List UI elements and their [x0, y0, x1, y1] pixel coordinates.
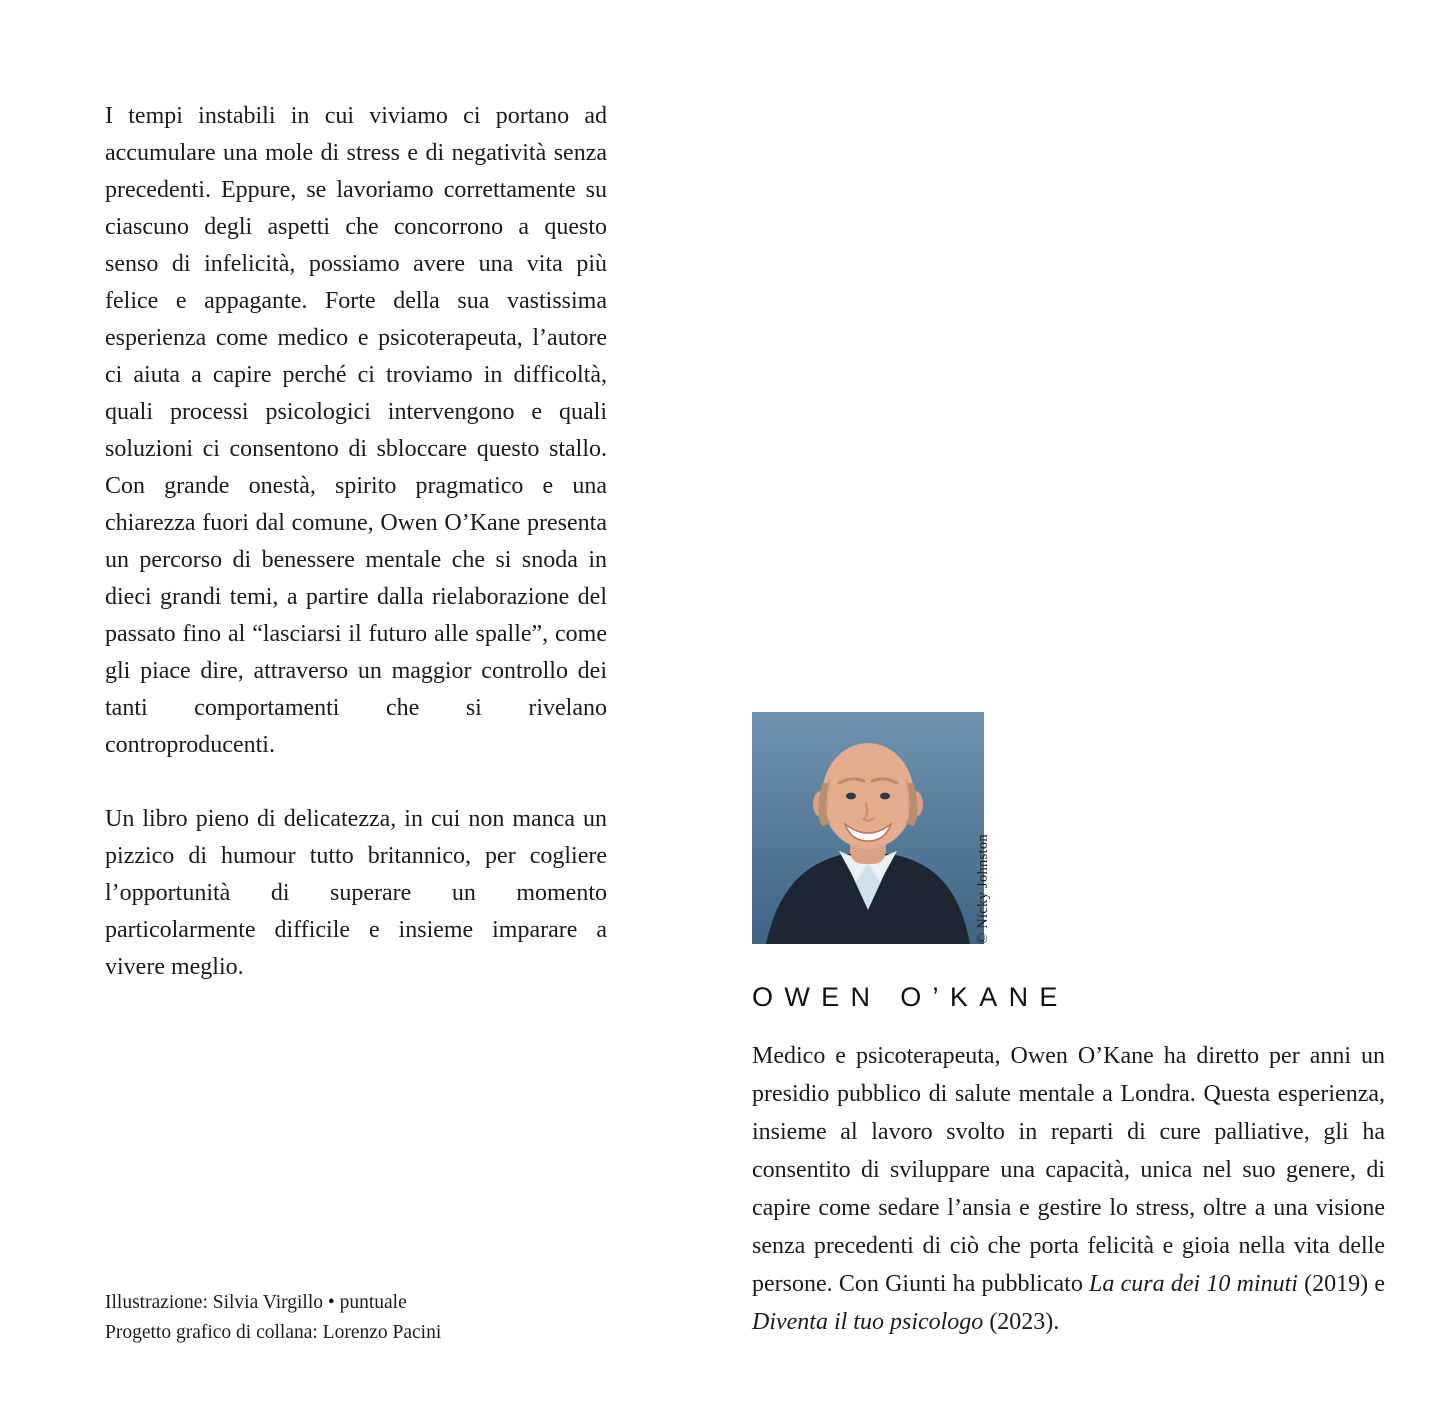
author-bio [752, 1037, 1385, 1341]
author-photo-block [752, 712, 991, 944]
bio-book-title-2: Diventa il tuo psicologo [752, 1309, 984, 1335]
author-name: OWEN O’KANE [752, 982, 1069, 1012]
bio-text: (2023). [983, 1309, 1060, 1335]
bio-text: (2019) e [1297, 1271, 1385, 1297]
book-description [105, 98, 607, 1023]
photo-credit: © Nicky Johnston [975, 834, 991, 944]
description-paragraph-2: Un libro pieno di delicatezza, in cui non manca un pizzico di humour tutto britannico, per cogliere l’opportunità di superare un momento particolarmente difficile e insieme imparare a vivere meglio. [105, 806, 607, 980]
bio-text: Medico e psicoterapeuta, Owen O’Kane ha diretto per anni un presidio pubblico di salute mentale a Londra. Questa esperienza, insieme al lavoro svolto in reparti di cure palliative, gli ha consentito di sviluppare una capacità, unica nel suo genere, di capire come sedare l’ansia e gestire lo stress, oltre a una visione senza precedenti di ciò che porta felicità e gioia nella vita delle persone. Con Giunti ha pubblicato [752, 1043, 1385, 1297]
illustration-credit: Illustrazione: Silvia Virgillo • puntuale [105, 1292, 407, 1313]
colophon-credits [105, 1288, 665, 1348]
bio-book-title-1: La cura dei 10 minuti [1089, 1271, 1298, 1297]
description-paragraph-1: I tempi instabili in cui viviamo ci portano ad accumulare una mole di stress e di negatività senza precedenti. Eppure, se lavoriamo correttamente su ciascuno degli aspetti che concorrono a questo senso di infelicità, possiamo avere una vita più felice e appagante. Forte della sua vastissima esperienza come medico e psicoterapeuta, l’autore ci aiuta a capire perché ci troviamo in difficoltà, quali processi psicologici intervengono e quali soluzioni ci consentono di sbloccare questo stallo. Con grande onestà, spirito pragmatico e una chiarezza fuori dal comune, Owen O’Kane presenta un percorso di benessere mentale che si snoda in dieci grandi temi, a partire dalla rielaborazione del passato fino al “lasciarsi il futuro alle spalle”, come gli piace dire, attraverso un maggior controllo dei tanti comportamenti che si rivelano controproducenti. [105, 103, 607, 758]
graphic-design-credit: Progetto grafico di collana: Lorenzo Pacini [105, 1322, 442, 1343]
author-photo [752, 712, 984, 944]
author-section [752, 712, 1385, 1365]
